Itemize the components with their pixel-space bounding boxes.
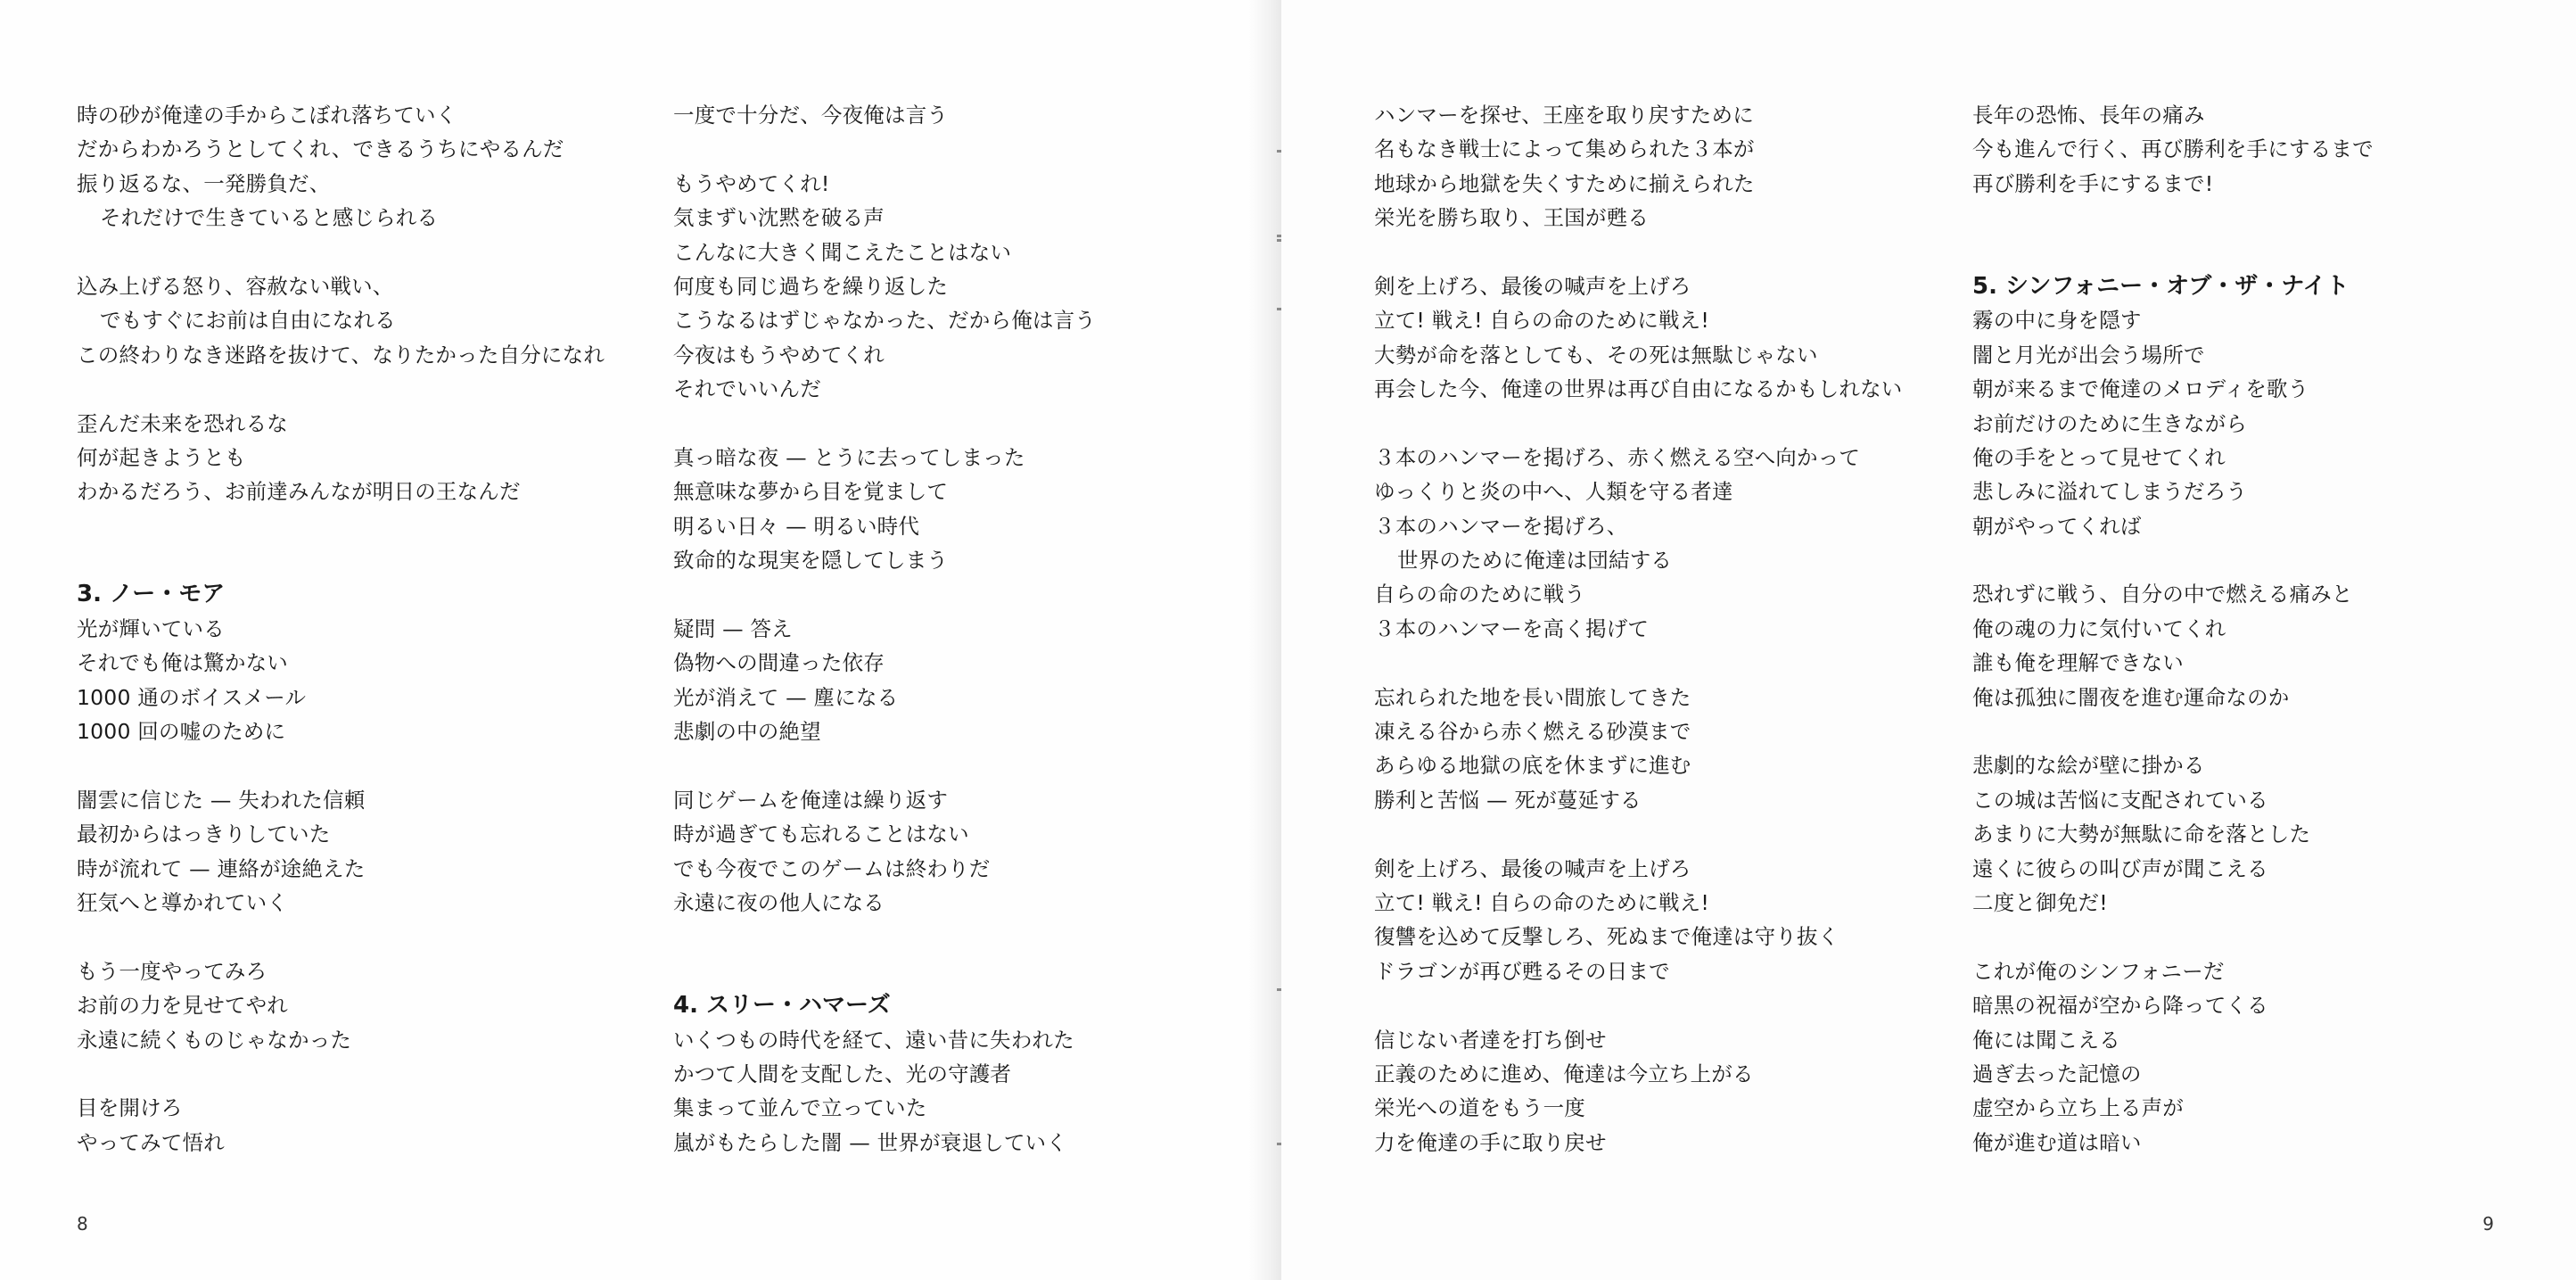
lyric-line: 悲劇的な絵が壁に掛かる [1972, 753, 2205, 779]
lyric-line: 自らの命のために戦う [1374, 582, 1585, 607]
song-title: 4. スリー・ハマーズ [673, 992, 891, 1020]
lyric-line: 凍える谷から赤く燃える砂漠まで [1374, 719, 1691, 745]
stanza-break [77, 920, 621, 954]
lyric-line: あまりに大勢が無駄に命を落とした [1972, 822, 2311, 847]
lyric-line: 勝利と苦悩 — 死が蔓延する [1374, 787, 1642, 813]
lyric-line: 目を開けろ [77, 1095, 183, 1121]
lyric-line: 名もなき戦士によって集められた３本が [1374, 136, 1755, 162]
lyric-line: 狂気へと導かれていく [77, 889, 288, 915]
lyric-line: 悲劇の中の絶望 [673, 719, 821, 745]
lyric-line: かつて人間を支配した、光の守護者 [673, 1061, 1012, 1086]
lyric-line: 疑問 — 答え [673, 615, 793, 641]
lyric-line: 立て! 戦え! 自らの命のために戦え! [1374, 889, 1710, 915]
lyric-line: だからわかろうとしてくれ、できるうちにやるんだ [77, 136, 564, 162]
stanza-break [77, 543, 621, 577]
stanza-break [1374, 407, 1927, 441]
lyric-line: 朝がやってくれば [1972, 513, 2142, 539]
lyric-line: 何が起きようとも [77, 444, 246, 470]
lyric-line: 再び勝利を手にするまで! [1972, 170, 2214, 196]
lyric-line: 忘れられた地を長い間旅してきた [1374, 684, 1691, 710]
lyric-line: 立て! 戦え! 自らの命のために戦え! [1374, 308, 1710, 334]
stanza-break [1972, 714, 2543, 748]
lyric-line: 二度と御免だ! [1972, 889, 2108, 915]
lyric-line: ゆっくりと炎の中へ、人類を守る者達 [1374, 479, 1733, 505]
lyric-line: それでも俺は驚かない [77, 650, 288, 676]
lyric-line: これが俺のシンフォニーだ [1972, 958, 2225, 984]
lyric-line: 遠くに彼らの叫び声が聞こえる [1972, 855, 2268, 881]
stanza-break [1972, 235, 2543, 269]
lyric-line: 無意味な夢から目を覚まして [673, 479, 949, 505]
lyric-line: 闇と月光が出会う場所で [1972, 342, 2205, 367]
lyric-line: 信じない者達を打ち倒せ [1374, 1027, 1607, 1053]
lyric-line: 世界のために俺達は団結する [1397, 548, 1673, 574]
lyric-line: 霧の中に身を隠す [1972, 308, 2142, 334]
stanza-break [1374, 646, 1927, 680]
lyric-line: 致命的な現実を隠してしまう [673, 548, 949, 574]
lyric-line: 込み上げる怒り、容赦ない戦い、 [77, 273, 394, 299]
lyric-line: 力を俺達の手に取り戻せ [1374, 1129, 1607, 1155]
lyric-line: 朝が来るまで俺達のメロディを歌う [1972, 376, 2309, 402]
lyric-line: でも今夜でこのゲームは終わりだ [673, 855, 991, 881]
stanza-break [1374, 988, 1927, 1022]
song-title: 3. ノー・モア [77, 581, 226, 608]
lyric-line: 嵐がもたらした闇 — 世界が衰退していく [673, 1129, 1067, 1155]
lyric-line: 最初からはっきりしていた [77, 822, 331, 847]
lyric-line: 正義のために進め、俺達は今立ち上がる [1374, 1061, 1754, 1086]
lyric-line: もう一度やってみろ [77, 958, 267, 984]
stanza-break [77, 235, 621, 269]
lyric-line: でもすぐにお前は自由になれる [100, 308, 396, 334]
lyric-line: 1000 通のボイスメール [77, 684, 307, 710]
lyric-line: 何度も同じ過ちを繰り返した [673, 273, 949, 299]
page-number: 8 [77, 1213, 88, 1235]
lyric-line: 集まって並んで立っていた [673, 1095, 927, 1121]
lyric-line: 剣を上げろ、最後の喊声を上げろ [1374, 855, 1691, 881]
lyric-line: 暗黒の祝福が空から降ってくる [1972, 993, 2268, 1019]
lyric-line: 俺には聞こえる [1972, 1027, 2120, 1053]
lyric-line: 俺は孤独に闇夜を進む運命なのか [1972, 684, 2290, 710]
stanza-break [673, 748, 1244, 782]
stanza-break [673, 920, 1244, 954]
left-page [0, 0, 1281, 1280]
lyric-line: 今夜はもうやめてくれ [673, 342, 885, 367]
lyric-line: ３本のハンマーを掲げろ、赤く燃える空へ向かって [1374, 444, 1861, 470]
lyric-line: 長年の恐怖、長年の痛み [1972, 103, 2205, 128]
lyrics-column [77, 98, 621, 1160]
lyric-line: 歪んだ未来を恐れるな [77, 410, 288, 436]
lyric-line: 時の砂が俺達の手からこぼれ落ちていく [77, 103, 457, 128]
lyric-line: 光が輝いている [77, 615, 225, 641]
lyric-line: 俺の魂の力に気付いてくれ [1972, 615, 2226, 641]
lyric-line: 誰も俺を理解できない [1972, 650, 2184, 676]
lyrics-column [673, 98, 1244, 1160]
stanza-break [77, 748, 621, 782]
lyric-line: この終わりなき迷路を抜けて、なりたかった自分になれ [77, 342, 605, 367]
stanza-break [673, 577, 1244, 611]
lyrics-column [1972, 98, 2543, 1160]
page-number: 9 [2482, 1213, 2494, 1235]
lyric-line: 恐れずに戦う、自分の中で燃える痛みと [1972, 582, 2353, 607]
lyric-line: 復讐を込めて反撃しろ、死ぬまで俺達は守り抜く [1374, 924, 1839, 950]
lyric-line: 偽物への間違った依存 [673, 650, 885, 676]
lyric-line: それでいいんだ [673, 376, 821, 402]
lyric-line: ３本のハンマーを掲げろ、 [1374, 513, 1628, 539]
lyric-line: 振り返るな、一発勝負だ、 [77, 170, 331, 196]
song-title: 5. シンフォニー・オブ・ザ・ナイト [1972, 272, 2350, 300]
stanza-break [1972, 920, 2543, 954]
lyric-line: ハンマーを探せ、王座を取り戻すために [1374, 103, 1754, 128]
lyric-line: 時が過ぎても忘れることはない [673, 822, 969, 847]
lyric-line: 俺が進む道は暗い [1972, 1129, 2142, 1155]
lyric-line: 大勢が命を落としても、その死は無駄じゃない [1374, 342, 1818, 367]
lyric-line: 地球から地獄を失くすために揃えられた [1374, 170, 1755, 196]
lyric-line: 栄光への道をもう一度 [1374, 1095, 1585, 1121]
lyric-line: 時が流れて — 連絡が途絶えた [77, 855, 366, 881]
lyric-line: それだけで生きていると感じられる [100, 205, 439, 231]
lyric-line: 再会した今、俺達の世界は再び自由になるかもしれない [1374, 376, 1903, 402]
lyric-line: わかるだろう、お前達みんなが明日の王なんだ [77, 479, 521, 505]
stanza-break [673, 954, 1244, 988]
lyric-line: 剣を上げろ、最後の喊声を上げろ [1374, 273, 1691, 299]
lyric-line: 永遠に続くものじゃなかった [77, 1027, 352, 1053]
lyric-line: 光が消えて — 塵になる [673, 684, 899, 710]
lyric-line: 闇雲に信じた — 失われた信頼 [77, 787, 366, 813]
stanza-break [77, 372, 621, 406]
lyric-line: 明るい日々 — 明るい時代 [673, 513, 920, 539]
lyric-line: 一度で十分だ、今夜俺は言う [673, 103, 949, 128]
right-page [1281, 0, 2576, 1280]
lyric-line: やってみて悟れ [77, 1129, 225, 1155]
lyric-line: あらゆる地獄の底を休まずに進む [1374, 753, 1691, 779]
stanza-break [77, 509, 621, 543]
lyric-line: 過ぎ去った記憶の [1972, 1061, 2142, 1086]
lyric-line: お前の力を見せてやれ [77, 993, 288, 1019]
stanza-break [77, 1057, 621, 1091]
stanza-break [1374, 817, 1927, 851]
lyric-line: この城は苦悩に支配されている [1972, 787, 2268, 813]
lyric-line: こうなるはずじゃなかった、だから俺は言う [673, 308, 1096, 334]
lyric-line: ３本のハンマーを高く掲げて [1374, 615, 1650, 641]
lyric-line: 栄光を勝ち取り、王国が甦る [1374, 205, 1650, 231]
lyric-line: ドラゴンが再び甦るその日まで [1374, 958, 1670, 984]
lyric-line: いくつもの時代を経て、遠い昔に失われた [673, 1027, 1074, 1053]
lyric-line: こんなに大きく聞こえたことはない [673, 239, 1012, 265]
lyric-line: 俺の手をとって見せてくれ [1972, 444, 2226, 470]
stanza-break [1374, 235, 1927, 269]
lyric-line: 気まずい沈黙を破る声 [673, 205, 885, 231]
lyric-line: 虚空から立ち上る声が [1972, 1095, 2184, 1121]
lyric-line: 真っ暗な夜 — とうに去ってしまった [673, 444, 1025, 470]
lyric-line: 悲しみに溢れてしまうだろう [1972, 479, 2248, 505]
stanza-break [1972, 543, 2543, 577]
lyric-line: お前だけのために生きながら [1972, 410, 2248, 436]
lyrics-column [1374, 98, 1927, 1160]
stanza-break [673, 407, 1244, 441]
stanza-break [673, 132, 1244, 166]
lyric-line: 今も進んで行く、再び勝利を手にするまで [1972, 136, 2374, 162]
stanza-break [1972, 201, 2543, 235]
lyric-line: 1000 回の嘘のために [77, 719, 286, 745]
lyric-line: もうやめてくれ! [673, 170, 830, 196]
lyric-line: 同じゲームを俺達は繰り返す [673, 787, 949, 813]
lyric-line: 永遠に夜の他人になる [673, 889, 885, 915]
